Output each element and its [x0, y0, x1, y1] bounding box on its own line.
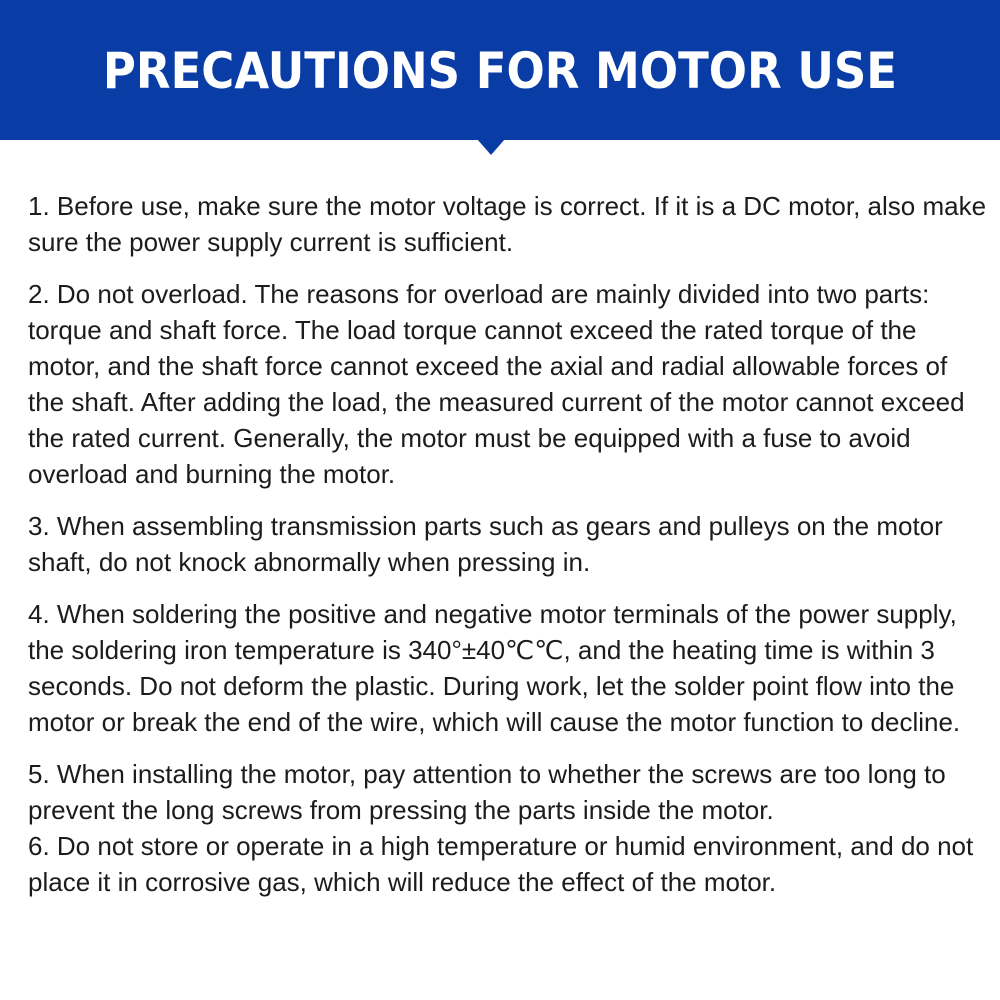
precaution-item-5: 5. When installing the motor, pay attention to whether the screws are too long to prevent the long screws from pressing the parts inside the motor.	[28, 759, 946, 825]
banner-pointer-arrow	[477, 139, 505, 155]
precaution-item-2: 2. Do not overload. The reasons for overload are mainly divided into two parts: torque and shaft force. The load torque cannot exceed the rated torque of the motor, and the shaft force cannot exceed the axial and radial allowable forces of the shaft. After adding the load, the measured current of the motor cannot exceed the rated current. Generally, the motor must be equipped with a fuse to avoid overload and burning the motor.	[28, 279, 965, 489]
precaution-item-6: 6. Do not store or operate in a high temperature or humid environment, and do not place it in corrosive gas, which will reduce the effect of the motor.	[28, 831, 974, 897]
title-banner	[0, 0, 1000, 140]
page-title: PRECAUTIONS FOR MOTOR USE	[102, 42, 898, 100]
precaution-item-3: 3. When assembling transmission parts such as gears and pulleys on the motor shaft, do not knock abnormally when pressing in.	[28, 511, 943, 577]
precaution-item-1: 1. Before use, make sure the motor voltage is correct. If it is a DC motor, also make sure the power supply current is sufficient.	[28, 191, 987, 257]
precaution-item-4: 4. When soldering the positive and negative motor terminals of the power supply, the soldering iron temperature is 340°±40℃℃, and the heating time is within 3 seconds. Do not deform the plastic. During work, let the solder point flow into the motor or break the end of the wire, which will cause the motor function to decline.	[28, 599, 961, 737]
precautions-list	[28, 188, 988, 900]
